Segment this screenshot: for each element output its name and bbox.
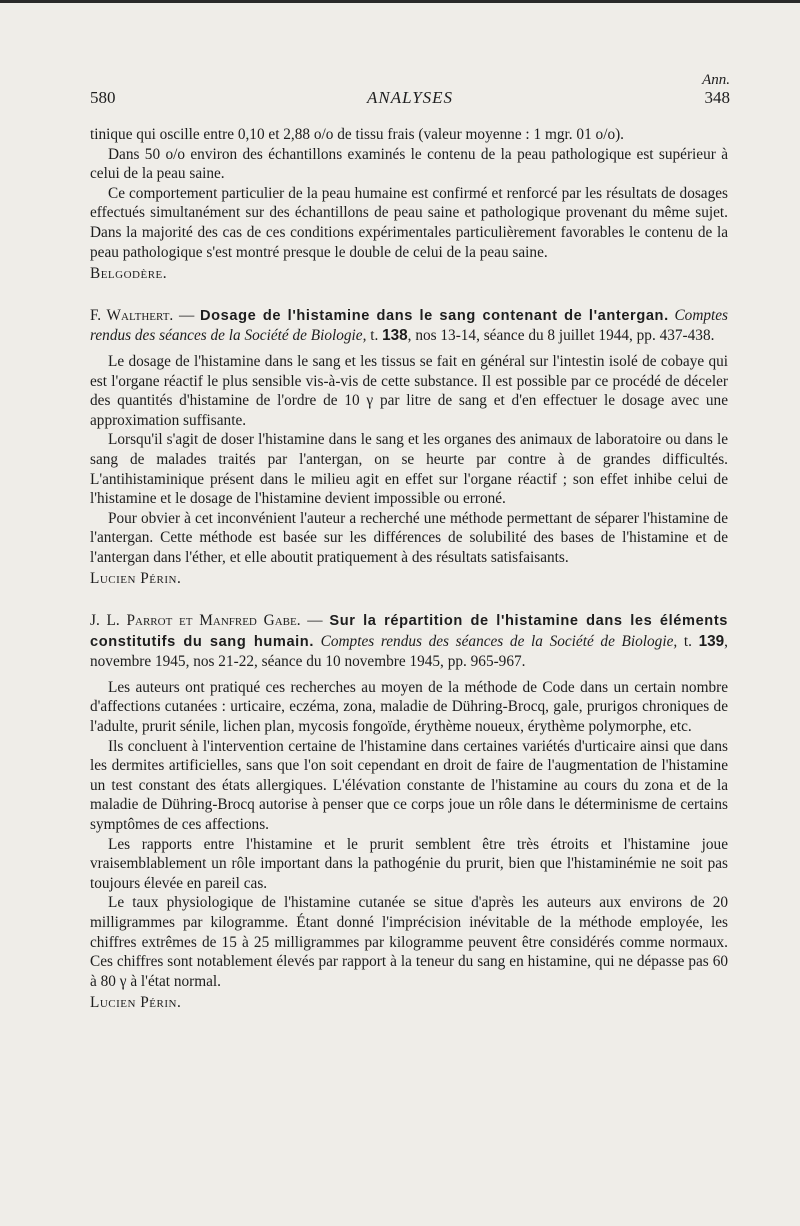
entry-heading <box>90 611 728 672</box>
entry-citation: , nos 13-14, séance du 8 juillet 1944, pp. 437-438. <box>407 327 715 345</box>
entry-citation: , novembre 1945, nos 21-22, séance du 10 novembre 1945, pp. 965-967. <box>90 632 728 671</box>
entry-journal: Comptes rendus des séances de la Société de Biologie, <box>320 632 678 650</box>
paragraph: Lorsqu'il s'agit de doser l'histamine dans le sang et les organes des animaux de laboratoire ou dans le sang de malades traités par l'antergan, on se heurte par contre à de grandes difficultés. L'antihistaminique présent dans le milieu agit en effet sur l'organe réactif ; son effet inhibe celui de l'histamine et le dosage de l'histamine devient impossible ou erroné. <box>90 431 728 508</box>
entry-volume-prefix: t. <box>370 327 379 345</box>
page-body <box>90 125 728 1013</box>
entry-journal: Comptes rendus des séances de la Société de Biologie, <box>90 306 729 345</box>
section-title: ANALYSES <box>366 88 454 107</box>
page-number: 580 <box>90 88 116 107</box>
paragraph: Pour obvier à cet inconvénient l'auteur a recherché une méthode permettant de séparer l'histamine de l'antergan. Cette méthode est basée sur les différences de solubilité des bases de l'histamine et de l'antergan dans l'éther, et elle aboutit pratiquement à des résultats satisfaisants. <box>90 509 728 566</box>
reviewer-signature: Belgodère. <box>90 265 168 283</box>
paragraph: Ce comportement particulier de la peau humaine est confirmé et renforcé par les résultats de dosages effectués simultanément sur des échantillons de peau saine et pathologique provenant du même sujet. Dans la majorité des cas de ces conditions expérimentales particulièrement favorables le contenu de la peau pathologique s'est montré presque le double de celui de la peau saine. <box>90 184 728 261</box>
paragraph: Les rapports entre l'histamine et le prurit semblent être très étroits et l'histamine joue vraisemblablement un rôle important dans la pathogénie du prurit, bien que l'histaminémie ne soit pas toujours élevée en pareil cas. <box>90 835 728 892</box>
reviewer-signature: Lucien Périn. <box>90 570 182 588</box>
annales-page-number: 348 <box>704 88 730 107</box>
entry-volume: 139 <box>698 632 725 650</box>
paragraph: Le taux physiologique de l'histamine cutanée se situe d'après les auteurs aux environs de 20 milligrammes par kilogramme. Étant donné l'imprécision inévitable de la méthode employée, les chiffres extrêmes de 15 à 25 milligrammes par kilogramme peuvent être considérés comme normaux. Ces chiffres sont notablement élevés par rapport à la teneur du sang en histamine, qui ne dépasse pas 60 à 80 γ à l'état normal. <box>90 894 728 990</box>
running-header <box>90 72 730 112</box>
abstract-entry-walthert <box>90 306 728 589</box>
entry-volume: 138 <box>382 327 408 345</box>
entry-heading <box>90 306 728 346</box>
entry-authors: F. Walthert. — <box>90 306 195 324</box>
paragraph: Les auteurs ont pratiqué ces recherches au moyen de la méthode de Code dans un certain nombre d'affections cutanées : urticaire, eczéma, zona, maladie de Dühring-Brocq, gale, prurigos chroniques de l'adulte, prurit sénile, lichen plan, mycosis fongoïde, érythème noueux, érythème polymorphe, etc. <box>90 678 728 736</box>
paragraph: Ils concluent à l'intervention certaine de l'histamine dans certaines variétés d'urticaire ainsi que dans les dermites artificielles, sans que l'on soit cependant en droit de faire de l'augmentation de l'histamine un test constant des états allergiques. L'élévation constante de l'histamine au cours du zona et de la maladie de Dühring-Brocq autorise à penser que ce corps joue un rôle dans le déterminisme de certains symptômes de ces affections. <box>90 737 728 833</box>
continuation-section <box>90 125 728 284</box>
paragraph: Le dosage de l'histamine dans le sang et les tissus se fait en général sur l'intestin isolé de cobaye qui est l'organe réactif le plus sensible vis-à-vis de cette substance. Il est possible par ce procédé de déceler des quantités d'histamine de l'ordre de 10 γ par litre de sang et d'en effectuer le dosage avec une approximation suffisante. <box>90 352 728 429</box>
abstract-entry-parrot-gabe <box>90 611 728 1013</box>
paragraph: tinique qui oscille entre 0,10 et 2,88 o/o de tissu frais (valeur moyenne : 1 mgr. 01 o/o). <box>90 126 625 143</box>
paragraph: Dans 50 o/o environ des échantillons examinés le contenu de la peau pathologique est supérieur à celui de la peau saine. <box>90 145 728 183</box>
page-top-border <box>0 0 800 3</box>
entry-volume-prefix: t. <box>683 632 692 650</box>
entry-title: Sur la répartition de l'histamine dans les éléments constitutifs du sang humain. <box>90 613 728 650</box>
entry-title: Dosage de l'histamine dans le sang contenant de l'antergan. <box>200 307 669 324</box>
entry-authors: J. L. Parrot et Manfred Gabe. — <box>90 612 323 630</box>
annales-abbrev: Ann. <box>702 72 730 88</box>
reviewer-signature: Lucien Périn. <box>90 994 182 1012</box>
